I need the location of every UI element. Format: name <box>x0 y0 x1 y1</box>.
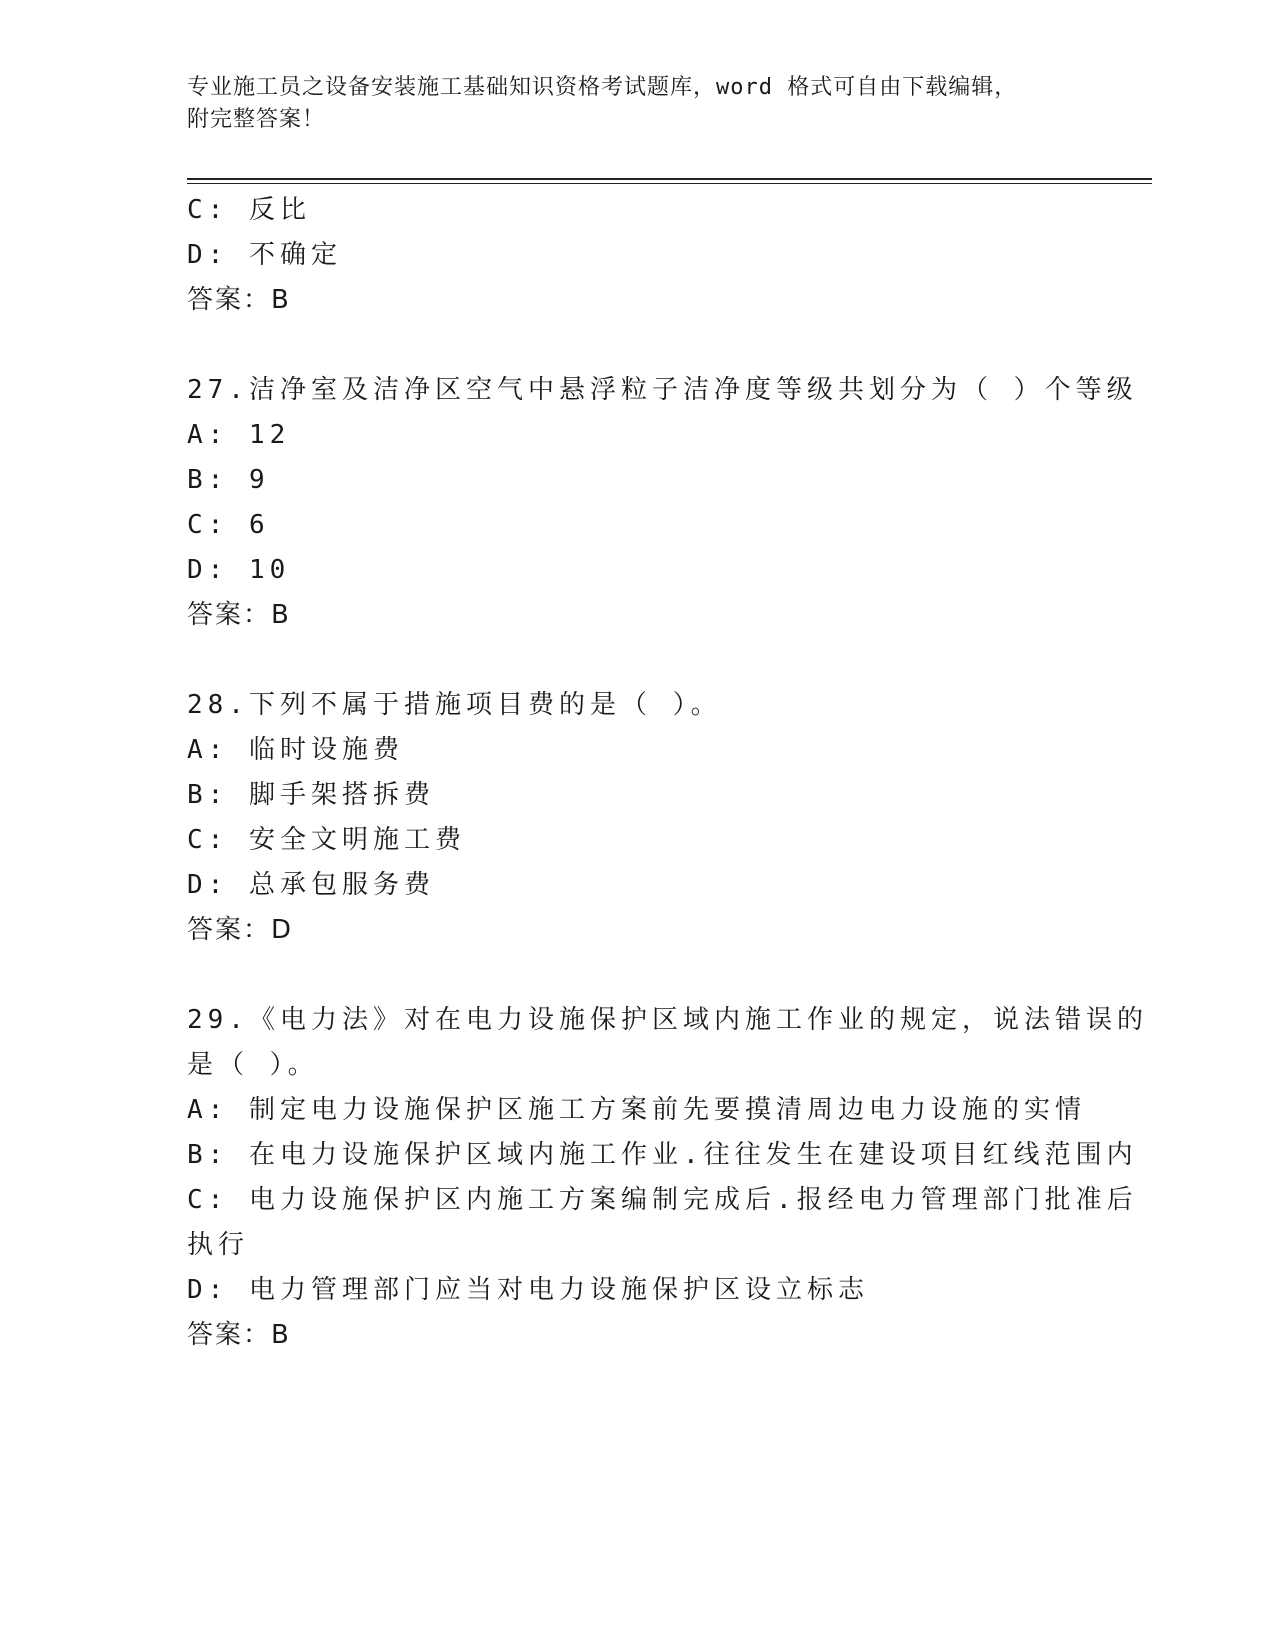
question-stem-line-1: 29.《电力法》对在电力设施保护区域内施工作业的规定，说法错误的 <box>187 1005 1148 1035</box>
header-line-1: 专业施工员之设备安装施工基础知识资格考试题库，word 格式可自由下载编辑， <box>187 75 1018 100</box>
question-stem: 27.洁净室及洁净区空气中悬浮粒子洁净度等级共划分为（ ）个等级 <box>187 375 1138 405</box>
question-26-tail <box>187 188 1087 323</box>
answer: 答案：D <box>187 915 294 945</box>
option-b: B: 在电力设施保护区域内施工作业.往往发生在建设项目红线范围内 <box>187 1140 1138 1170</box>
option-a: A: 制定电力设施保护区施工方案前先要摸清周边电力设施的实情 <box>187 1095 1086 1125</box>
option-c: C: 反比 <box>187 195 311 225</box>
spacer <box>187 953 1087 998</box>
option-b: B: 9 <box>187 465 270 495</box>
question-28 <box>187 683 1087 953</box>
option-a: A: 12 <box>187 420 291 450</box>
question-stem: 28.下列不属于措施项目费的是（ ）。 <box>187 690 722 720</box>
header-divider-thick <box>187 178 1152 180</box>
option-c: C: 安全文明施工费 <box>187 825 466 855</box>
option-c-line-2: 执行 <box>187 1230 250 1260</box>
document-header <box>187 72 1077 136</box>
question-list <box>187 188 1148 1358</box>
answer: 答案：B <box>187 600 291 630</box>
option-d: D: 10 <box>187 555 291 585</box>
option-d: D: 总承包服务费 <box>187 870 435 900</box>
option-d: D: 不确定 <box>187 240 342 270</box>
answer: 答案：B <box>187 285 291 315</box>
option-c: C: 6 <box>187 510 270 540</box>
option-b: B: 脚手架搭拆费 <box>187 780 435 810</box>
question-27 <box>187 368 1138 638</box>
header-line-2: 附完整答案！ <box>187 107 326 132</box>
spacer <box>187 323 1087 368</box>
option-d: D: 电力管理部门应当对电力设施保护区设立标志 <box>187 1275 869 1305</box>
spacer <box>187 638 1087 683</box>
header-divider-thin <box>187 183 1152 184</box>
option-a: A: 临时设施费 <box>187 735 404 765</box>
question-29 <box>187 998 1148 1358</box>
answer: 答案：B <box>187 1320 291 1350</box>
option-c-line-1: C: 电力设施保护区内施工方案编制完成后.报经电力管理部门批准后 <box>187 1185 1138 1215</box>
question-stem-line-2: 是（ ）。 <box>187 1050 319 1080</box>
